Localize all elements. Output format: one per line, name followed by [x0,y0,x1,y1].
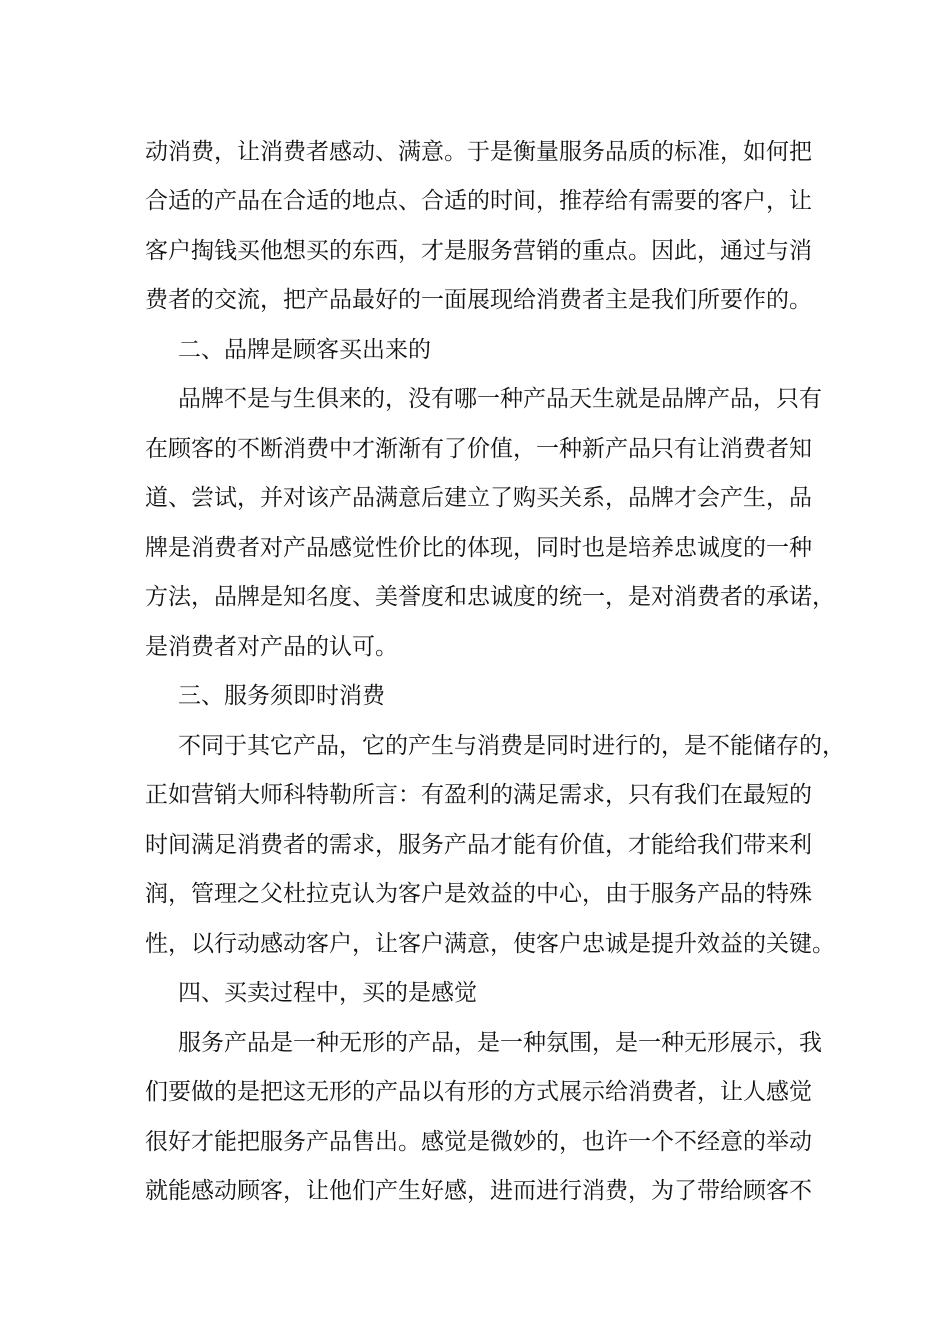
text-line: 费者的交流，把产品最好的一面展现给消费者主是我们所要作的。 [145,287,812,313]
text-line: 就能感动顾客，让他们产生好感，进而进行消费，为了带给顾客不 [145,1178,812,1204]
text-line: 牌是消费者对产品感觉性价比的体现，同时也是培养忠诚度的一种 [145,535,812,561]
text-line: 很好才能把服务产品售出。感觉是微妙的，也许一个不经意的举动 [145,1129,812,1155]
text-line: 不同于其它产品，它的产生与消费是同时进行的，是不能储存的， [178,733,845,759]
text-line: 品牌不是与生俱来的，没有哪一种产品天生就是品牌产品，只有 [178,386,822,412]
text-line: 在顾客的不断消费中才渐渐有了价值，一种新产品只有让消费者知 [145,436,812,462]
text-line: 客户掏钱买他想买的东西，才是服务营销的重点。因此，通过与消 [145,238,812,264]
text-line: 时间满足消费者的需求，服务产品才能有价值，才能给我们带来利 [145,832,812,858]
text-line: 是消费者对产品的认可。 [145,634,398,660]
text-line: 动消费，让消费者感动、满意。于是衡量服务品质的标准，如何把 [145,139,812,165]
section-heading: 二、品牌是顾客买出来的 [178,337,431,363]
text-line: 们要做的是把这无形的产品以有形的方式展示给消费者，让人感觉 [145,1079,812,1105]
text-line: 服务产品是一种无形的产品，是一种氛围，是一种无形展示，我 [178,1030,822,1056]
text-line: 润，管理之父杜拉克认为客户是效益的中心，由于服务产品的特殊 [145,881,812,907]
section-heading: 三、服务须即时消费 [178,683,385,709]
text-line: 合适的产品在合适的地点、合适的时间，推荐给有需要的客户，让 [145,188,812,214]
text-line: 道、尝试，并对该产品满意后建立了购买关系，品牌才会产生，品 [145,485,812,511]
text-line: 方法，品牌是知名度、美誉度和忠诚度的统一，是对消费者的承诺， [145,584,835,610]
text-line: 性，以行动感动客户，让客户满意，使客户忠诚是提升效益的关键。 [145,931,835,957]
text-line: 正如营销大师科特勒所言：有盈利的满足需求，只有我们在最短的 [145,782,812,808]
section-heading: 四、买卖过程中，买的是感觉 [178,980,477,1006]
